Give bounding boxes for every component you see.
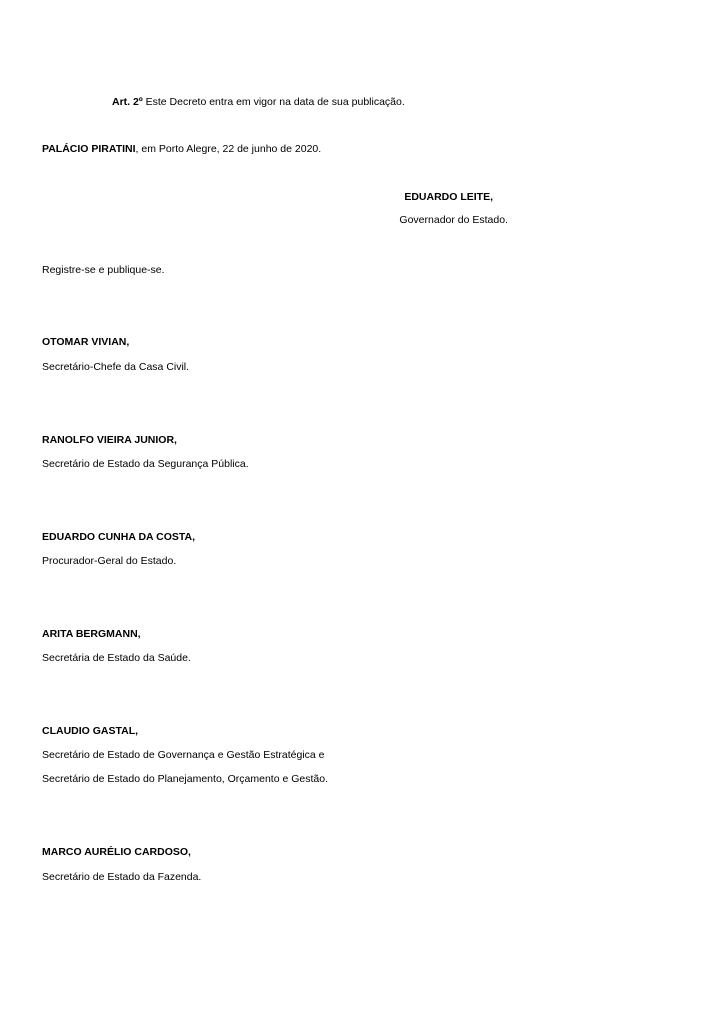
signatory-role: Procurador-Geral do Estado. bbox=[42, 555, 177, 567]
signatory-role: Secretário de Estado de Governança e Gestão Estratégica e bbox=[42, 749, 325, 761]
signatory-name: OTOMAR VIVIAN, bbox=[42, 336, 130, 348]
article-label: Art. 2º bbox=[112, 96, 143, 108]
signatory-role: Secretário de Estado da Fazenda. bbox=[42, 871, 202, 883]
place-date-text: , em Porto Alegre, 22 de junho de 2020. bbox=[135, 143, 322, 155]
signatory-role: Secretário de Estado do Planejamento, Orçamento e Gestão. bbox=[42, 773, 328, 785]
palace-name: PALÁCIO PIRATINI bbox=[42, 143, 136, 155]
signatory-name: RANOLFO VIEIRA JUNIOR, bbox=[42, 434, 177, 446]
signatory-name: CLAUDIO GASTAL, bbox=[42, 725, 139, 737]
signatory-role: Secretário-Chefe da Casa Civil. bbox=[42, 361, 190, 373]
article-2-paragraph bbox=[112, 96, 405, 109]
signatory-role: Secretário de Estado da Segurança Pública. bbox=[42, 458, 249, 470]
signatory-name: MARCO AURÉLIO CARDOSO, bbox=[42, 846, 191, 858]
signatory-name: EDUARDO CUNHA DA COSTA, bbox=[42, 531, 196, 543]
signatory-role: Secretária de Estado da Saúde. bbox=[42, 652, 191, 664]
governor-name: EDUARDO LEITE, bbox=[404, 191, 493, 203]
registre-publique-line: Registre-se e publique-se. bbox=[42, 264, 165, 276]
governor-title: Governador do Estado. bbox=[399, 214, 508, 226]
signatory-name: ARITA BERGMANN, bbox=[42, 628, 141, 640]
place-date-line bbox=[42, 143, 321, 156]
article-text: Este Decreto entra em vigor na data de sua publicação. bbox=[145, 96, 405, 108]
